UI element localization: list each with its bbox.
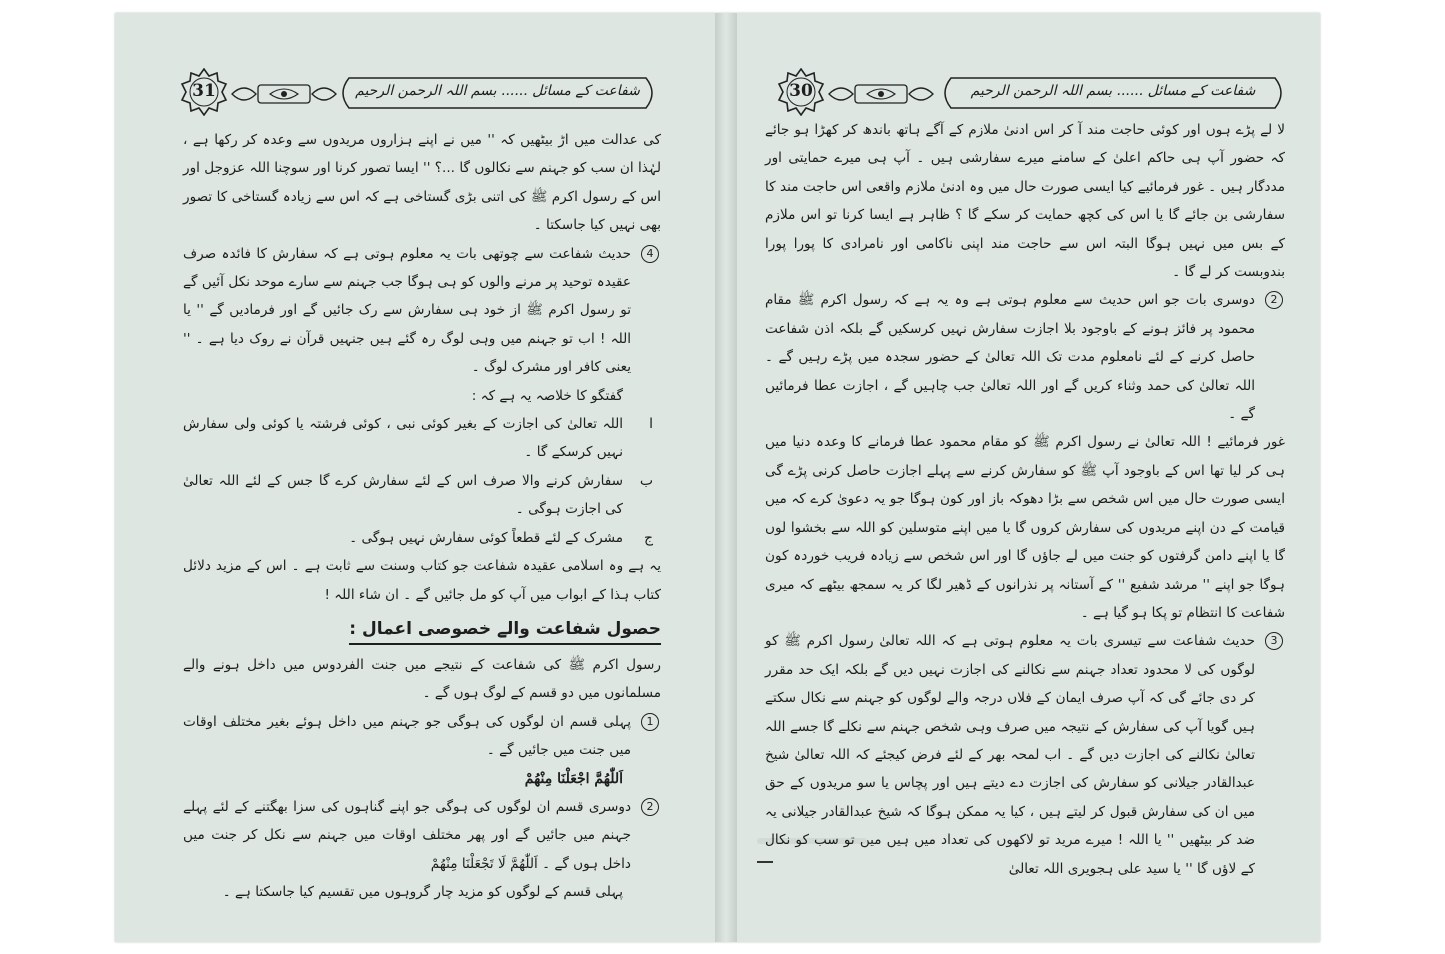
lettered-point-a xyxy=(183,410,661,467)
numbered-point-2 xyxy=(765,286,1285,428)
summary-line: گفتگو کا خلاصہ یہ ہے کہ : xyxy=(471,387,623,404)
point-text: پہلی قسم ان لوگوں کی ہوگی جو جہنم میں داخل ہوئے بغیر مختلف اوقات میں جنت میں جائیں گے ۔ xyxy=(183,713,631,759)
paragraph: لا لے پڑے ہوں اور کوئی حاجت مند آ کر اس ادنیٰ ملازم کے آگے ہاتھ باندھ کر کھڑا ہو جائے کہ حضور آپ ہی حاکم اعلیٰ کے سامنے میرے سفارشی ہیں ۔ آپ ہی میرے حمایتی اور مددگار ہیں ۔ غور فرمائیے کیا ایسی صورت حال میں وہ ادنیٰ ملازم واقعی اس حاجت مند کا سفارشی بن جائے گا یا اس کی کچھ حمایت کر سکے گا ؟ ظاہر ہے ایسا کرنا تو اس ملازم کے بس میں نہیں ہوگا البتہ اس سے حاجت مند اپنی ناکامی اور نامرادی کا پورا پورا بندوبست کر لے گا ۔ xyxy=(765,122,1285,281)
point-text: سفارش کرنے والا صرف اس کے لئے سفارش کرے گا جس کے لئے اللہ تعالیٰ کی اجازت ہوگی ۔ xyxy=(183,472,623,518)
running-head: شفاعت کے مسائل ...... بسم اللہ الرحمن الرحیم xyxy=(970,83,1256,99)
running-head-banner xyxy=(937,76,1289,110)
point-number: 1 xyxy=(641,713,659,731)
book-gutter xyxy=(715,13,737,942)
numbered-point-2 xyxy=(183,793,661,878)
point-text: اللہ تعالیٰ کی اجازت کے بغیر کوئی نبی ، کوئی فرشتہ یا کوئی ولی سفارش نہیں کرسکے گا ۔ xyxy=(183,416,623,461)
numbered-point-1 xyxy=(183,708,661,765)
page-header xyxy=(180,68,660,120)
point-letter: ب xyxy=(639,472,653,489)
page-mark xyxy=(757,861,773,863)
point-number: 3 xyxy=(1265,632,1283,650)
page-number-badge xyxy=(180,68,228,116)
paragraph: یہ ہے وہ اسلامی عقیدہ شفاعت جو کتاب وسنت سے ثابت ہے ۔ اس کے مزید دلائل کتاب ہذا کے ابواب میں آپ کو مل جائیں گے ۔ ان شاء اللہ ! xyxy=(183,558,661,603)
paragraph: کی عدالت میں اڑ بیٹھیں کہ '' میں نے اپنے ہزاروں مریدوں سے وعدہ کر رکھا ہے ، لہٰذا ان سب کو جہنم سے نکالوں گا ...؟ '' ایسا تصور کرنا اور سوچنا اللہ عزوجل اور اس کے رسول اکرم ﷺ کی اتنی بڑی گستاخی ہے کہ اس سے زیادہ گستاخی کا تصور بھی نہیں کیا جاسکتا ۔ xyxy=(183,132,661,234)
floral-ornament-icon xyxy=(230,80,338,108)
point-text: مشرک کے لئے قطعاً کوئی سفارش نہیں ہوگی ۔ xyxy=(349,529,623,546)
page-30 xyxy=(737,13,1320,942)
floral-ornament-icon xyxy=(827,80,935,108)
page-body xyxy=(765,116,1285,883)
point-number: 2 xyxy=(1265,291,1283,309)
point-letter: ا xyxy=(649,416,653,433)
point-number: 4 xyxy=(641,245,659,263)
page-number-badge xyxy=(777,68,825,116)
point-text: حدیث شفاعت سے چوتھی بات یہ معلوم ہوتی ہے کہ سفارش کا فائدہ صرف عقیدہ توحید پر مرنے والوں کو ہی ہوگا جب جہنم سے سارے موحد نکل آئیں گے تو رسول اکرم ﷺ از خود ہی سفارش سے رک جائیں گے اور فرمادیں گے '' یا اللہ ! اب تو جہنم میں وہی لوگ رہ گئے ہیں جنہیں قرآن نے روک دیا ہے ۔ '' یعنی کافر اور مشرک لوگ ۔ xyxy=(183,245,631,376)
paragraph: رسول اکرم ﷺ کی شفاعت کے نتیجے میں جنت الفردوس میں داخل ہونے والے مسلمانوں میں دو قسم کے لوگ ہوں گے ۔ xyxy=(183,656,661,702)
lettered-point-c xyxy=(183,524,661,552)
point-letter: ج xyxy=(643,529,653,546)
page-scuff xyxy=(757,838,867,844)
paragraph: پہلی قسم کے لوگوں کو مزید چار گروہوں میں تقسیم کیا جاسکتا ہے ۔ xyxy=(222,884,623,901)
numbered-point-4 xyxy=(183,240,661,382)
page-31 xyxy=(115,13,715,942)
paragraph: غور فرمائیے ! اللہ تعالیٰ نے رسول اکرم ﷺ کو مقام محمود عطا فرمانے کا وعدہ دنیا میں ہی کر لیا تھا اس کے باوجود آپ ﷺ کو سفارش کرنے سے پہلے اجازت حاصل کرنی پڑے گی ایسی صورت حال میں اس شخص سے بڑا دھوکہ باز اور کون ہوگا جو یہ دعویٰ کرے کہ میں قیامت کے دن اپنے مریدوں کی سفارش کروں گا یا میں اپنے متوسلین کو اللہ سے بخشوا لوں گا یا اپنے دامن گرفتوں کو جنت میں لے جاؤں گا اور اس شخص سے زیادہ فریب خوردہ کون ہوگا جو اپنے '' مرشد شفیع '' کے آستانہ پر نذرانوں کے ڈھیر لگا کر یہ سمجھ بیٹھے کہ میری شفاعت کا انتظام تو پکا ہو گیا ہے ۔ xyxy=(765,434,1285,621)
dua-line: اَللّٰهُمَّ اجْعَلْنَا مِنْهُمْ xyxy=(524,770,623,787)
point-text: دوسری بات جو اس حدیث سے معلوم ہوتی ہے وہ یہ ہے کہ رسول اکرم ﷺ مقام محمود پر فائز ہونے کے باوجود بلا اجازت سفارش نہیں کرسکیں گے بلکہ اذن شفاعت حاصل کرنے کے لئے نامعلوم مدت تک اللہ تعالیٰ کے حضور سجدہ میں پڑے رہیں گے ۔ اللہ تعالیٰ کی حمد وثناء کریں گے اور اللہ تعالیٰ جب چاہیں گے ، اجازت عطا فرمائیں گے ۔ xyxy=(765,292,1255,423)
open-book xyxy=(115,13,1320,942)
page-header xyxy=(777,68,1289,120)
page-number: 31 xyxy=(192,81,216,101)
section-heading: حصول شفاعت والے خصوصی اعمال : xyxy=(349,617,661,645)
running-head: شفاعت کے مسائل ...... بسم اللہ الرحمن الرحیم xyxy=(355,83,640,99)
running-head-banner xyxy=(335,76,660,110)
numbered-point-3 xyxy=(765,627,1285,883)
lettered-point-b xyxy=(183,467,661,524)
point-number: 2 xyxy=(641,798,659,816)
point-text: حدیث شفاعت سے تیسری بات یہ معلوم ہوتی ہے کہ اللہ تعالیٰ رسول اکرم ﷺ کو لوگوں کی لا محدود تعداد جہنم سے نکالنے کی اجازت نہیں دیں گے بلکہ ایک حد مقرر کر دی جائے گی کہ آپ صرف ایمان کے فلاں درجہ والے لوگوں کو جہنم سے نکال سکتے ہیں گویا آپ کی سفارش کے نتیجہ میں صرف وہی شخص جہنم سے نکلے گا جسے اللہ تعالیٰ نکالنے کی اجازت دیں گے ۔ اب لمحہ بھر کے لئے فرض کیجئے کہ اللہ تعالیٰ شیخ عبدالقادر جیلانی کو سفارش کی اجازت دے دیتے ہیں اور پچاس یا سو مریدوں کے حق میں ان کی سفارش قبول کر لیتے ہیں ، کیا یہ ممکن ہوگا کہ شیخ عبدالقادر جیلانی یہ ضد کر بیٹھیں '' یا اللہ ! میرے مرید تو لاکھوں کی تعداد میں ہیں میں تو سب کو نکال کے لاؤں گا '' یا سید علی ہجویری اللہ تعالیٰ xyxy=(765,633,1255,877)
page-number: 30 xyxy=(789,81,813,101)
page-body xyxy=(183,126,661,907)
point-text: دوسری قسم ان لوگوں کی ہوگی جو اپنے گناہوں کی سزا بھگتنے کے لئے پہلے جہنم میں جائیں گے اور پھر مختلف اوقات میں جہنم سے نکل کر جنت میں داخل ہوں گے ۔ اَللّٰهُمَّ لَا تَجْعَلْنَا مِنْهُمْ xyxy=(183,798,631,872)
